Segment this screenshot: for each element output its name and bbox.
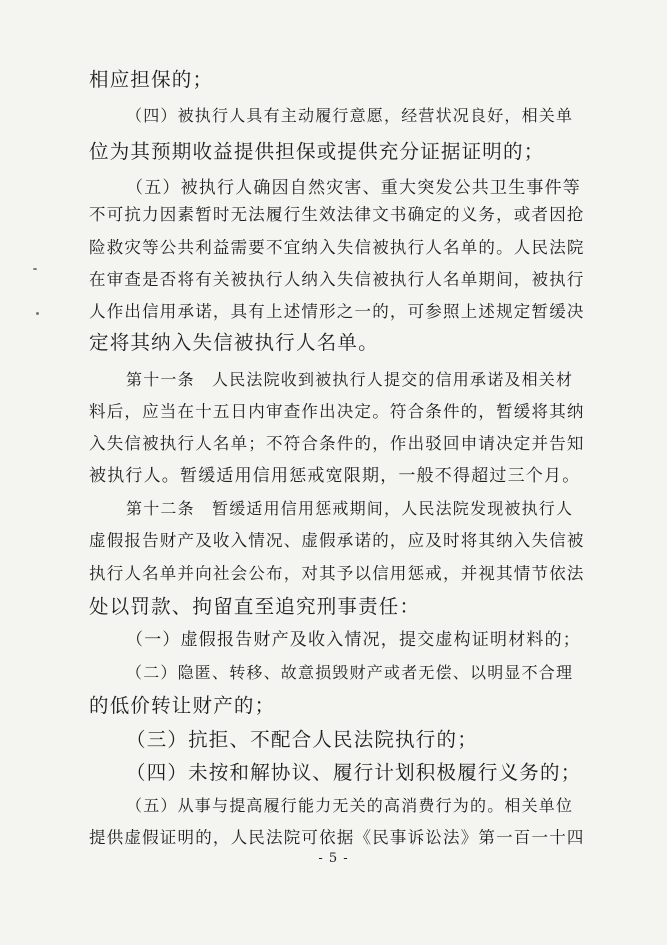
text-line: 提供虚假证明的，人民法院可依据《民事诉讼法》第一百一十四	[89, 828, 585, 847]
text-line: 险救灾等公共利益需要不宜纳入失信被执行人名单的。人民法院	[89, 238, 585, 257]
list-item: （五）从事与提高履行能力无关的高消费行为的。相关单位	[126, 796, 574, 815]
text-line: 人作出信用承诺，具有上述情形之一的，可参照上述规定暂缓决	[89, 302, 585, 321]
article-heading-12: 第十二条 暂缓适用信用惩戒期间，人民法院发现被执行人	[126, 499, 574, 518]
text-line: 入失信被执行人名单；不符合条件的，作出驳回申请决定并告知	[89, 434, 585, 453]
text-line: 在审查是否将有关被执行人纳入失信被执行人名单期间，被执行	[89, 270, 585, 289]
text-line: 料后，应当在十五日内审查作出决定。符合条件的，暂缓将其纳	[89, 402, 585, 421]
text-line: 位为其预期收益提供担保或提供充分证据证明的；	[89, 140, 545, 163]
text-line: 相应担保的；	[89, 68, 214, 91]
text-line: 定将其纳入失信被执行人名单。	[89, 331, 379, 354]
text-line: 不可抗力因素暂时无法履行生效法律文书确定的义务，或者因抢	[89, 205, 585, 224]
text-line: 虚假报告财产及收入情况、虚假承诺的，应及时将其纳入失信被	[89, 531, 585, 550]
text-line: 处以罚款、拘留直至追究刑事责任：	[89, 595, 421, 618]
text-line: （五）被执行人确因自然灾害、重大突发公共卫生事件等	[126, 178, 581, 198]
article-heading-11: 第十一条 人民法院收到被执行人提交的信用承诺及相关材	[126, 370, 574, 389]
list-item: （四）未按和解协议、履行计划积极履行义务的；	[126, 761, 582, 784]
text-line: 的低价转让财产的；	[89, 694, 276, 717]
list-item: （一）虚假报告财产及收入情况，提交虚构证明材料的；	[126, 630, 581, 650]
page-number: - 5 -	[318, 851, 349, 866]
scan-speck	[33, 268, 37, 270]
text-line: 执行人名单并向社会公布，对其予以信用惩戒，并视其情节依法	[89, 564, 585, 583]
list-item: （二）隐匿、转移、故意损毁财产或者无偿、以明显不合理	[126, 663, 574, 682]
list-item: （三）抗拒、不配合人民法院执行的；	[126, 728, 478, 751]
text-line: （四）被执行人具有主动履行意愿，经营状况良好，相关单	[126, 106, 574, 125]
text-line: 被执行人。暂缓适用信用惩戒宽限期，一般不得超过三个月。	[89, 466, 581, 486]
scan-speck	[36, 312, 39, 315]
